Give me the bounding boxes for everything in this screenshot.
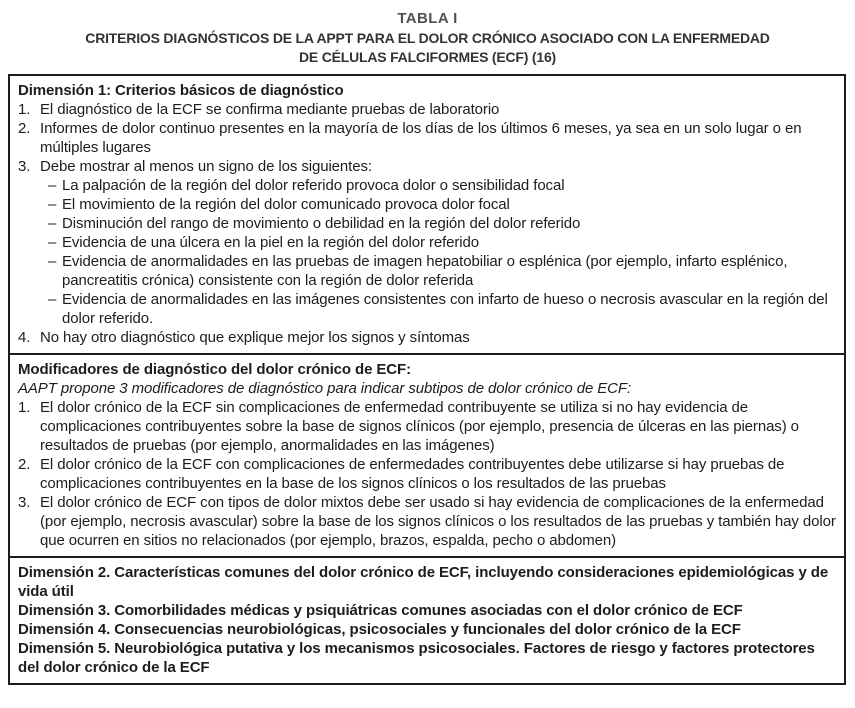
- criteria-item: [18, 493, 836, 550]
- criteria-item: [18, 398, 836, 455]
- section-dimensions-2-5: [10, 556, 844, 683]
- criteria-item: [18, 157, 836, 176]
- dimension-line: Dimensión 5. Neurobiológica putativa y los mecanismos psicosociales. Factores de riesgo y factores protectores del dolor crónico de la ECF: [18, 640, 815, 676]
- criteria-subitem: [18, 176, 836, 195]
- item-text: El dolor crónico de la ECF sin complicaciones de enfermedad contribuyente se utiliza si no hay evidencia de complicaciones contribuyentes sobre la base de signos clínicos (por ejemplo, presencia de úlceras en las piernas) o resultados de pruebas (por ejemplo, anormalidades en las imágenes): [40, 399, 799, 454]
- subitem-text: Disminución del rango de movimiento o debilidad en la región del dolor referido: [62, 215, 581, 232]
- subitem-text: El movimiento de la región del dolor comunicado provoca dolor focal: [62, 196, 510, 213]
- subitem-text: La palpación de la región del dolor referido provoca dolor o sensibilidad focal: [62, 177, 565, 194]
- table-caption-line2: DE CÉLULAS FALCIFORMES (ECF) (16): [298, 49, 557, 65]
- criteria-table: [8, 74, 846, 685]
- dash-marker: –: [48, 196, 57, 213]
- section-modifiers: [10, 353, 844, 556]
- item-marker: 1.: [18, 399, 31, 416]
- dash-marker: –: [48, 177, 57, 194]
- criteria-subitem: [18, 195, 836, 214]
- item-marker: 4.: [18, 329, 31, 346]
- item-marker: 2.: [18, 120, 31, 137]
- criteria-item: [18, 119, 836, 157]
- criteria-subitem: [18, 252, 836, 290]
- dash-marker: –: [48, 291, 57, 308]
- subitem-text: Evidencia de anormalidades en las pruebas de imagen hepatobiliar o esplénica (por ejemplo, infarto esplénico, pancreatitis crónica) consistente con la región de dolor referida: [62, 253, 788, 289]
- dash-marker: –: [48, 253, 57, 270]
- item-text: Debe mostrar al menos un signo de los siguientes:: [40, 158, 372, 175]
- table-title-block: [0, 9, 855, 67]
- item-marker: 3.: [18, 494, 31, 511]
- dash-marker: –: [48, 215, 57, 232]
- criteria-subitem: [18, 233, 836, 252]
- dimension-line: Dimensión 4. Consecuencias neurobiológicas, psicosociales y funcionales del dolor crónico de la ECF: [18, 621, 741, 638]
- item-text: Informes de dolor continuo presentes en la mayoría de los días de los últimos 6 meses, ya sea en un solo lugar o en múltiples lugares: [40, 120, 802, 156]
- criteria-subitem: [18, 290, 836, 328]
- item-marker: 2.: [18, 456, 31, 473]
- table-number: TABLA I: [397, 10, 458, 27]
- item-marker: 1.: [18, 101, 31, 118]
- section-dimension-1: [10, 76, 844, 353]
- item-text: El dolor crónico de la ECF con complicaciones de enfermedades contribuyentes debe utilizarse si hay pruebas de complicaciones contribuyentes en la base de los signos clínicos o los resultados de las pruebas: [40, 456, 785, 492]
- table-caption-line1: CRITERIOS DIAGNÓSTICOS DE LA APPT PARA EL DOLOR CRÓNICO ASOCIADO CON LA ENFERMEDAD: [85, 30, 770, 46]
- dimension-line: Dimensión 2. Características comunes del dolor crónico de ECF, incluyendo consideraciones epidemiológicas y de vida útil: [18, 564, 829, 600]
- criteria-subitem: [18, 214, 836, 233]
- section-heading: Dimensión 1: Criterios básicos de diagnóstico: [18, 82, 344, 99]
- criteria-item: [18, 328, 836, 347]
- criteria-item: [18, 455, 836, 493]
- subitem-text: Evidencia de una úlcera en la piel en la región del dolor referido: [62, 234, 480, 251]
- item-marker: 3.: [18, 158, 31, 175]
- dimension-line: Dimensión 3. Comorbilidades médicas y psiquiátricas comunes asociadas con el dolor crónico de ECF: [18, 602, 743, 619]
- section-intro-italic: AAPT propone 3 modificadores de diagnóstico para indicar subtipos de dolor crónico de ECF:: [18, 380, 632, 397]
- item-text: El diagnóstico de la ECF se confirma mediante pruebas de laboratorio: [40, 101, 500, 118]
- section-heading: Modificadores de diagnóstico del dolor crónico de ECF:: [18, 361, 411, 378]
- criteria-item: [18, 100, 836, 119]
- dash-marker: –: [48, 234, 57, 251]
- subitem-text: Evidencia de anormalidades en las imágenes consistentes con infarto de hueso o necrosis avascular en la región del dolor referido.: [62, 291, 828, 327]
- item-text: El dolor crónico de ECF con tipos de dolor mixtos debe ser usado si hay evidencia de complicaciones de la enfermedad (por ejemplo, necrosis avascular) sobre la base de los signos clínicos o los resultados de las pruebas y también hay dolor que ocurren en sitios no relacionados (por ejemplo, brazos, espalda, pecho o abdomen): [40, 494, 836, 549]
- item-text: No hay otro diagnóstico que explique mejor los signos y síntomas: [40, 329, 470, 346]
